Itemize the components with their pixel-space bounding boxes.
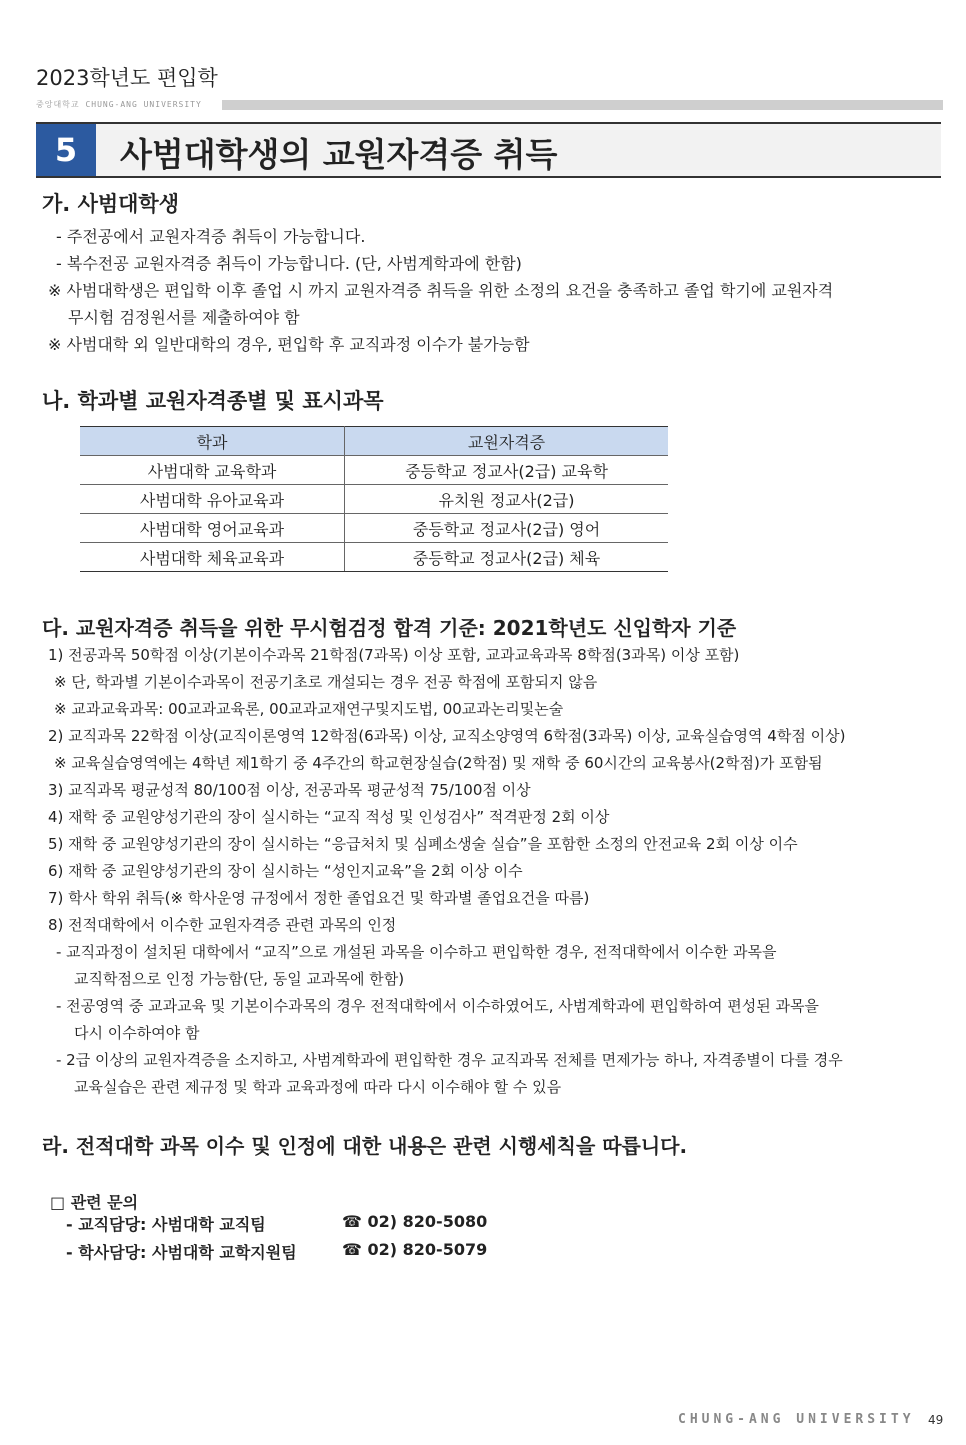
da-line-12: - 교직과정이 설치된 대학에서 “교직”으로 개설된 과목을 이수하고 편입학한 경우, 전적대학에서 이수한 과목을	[56, 943, 777, 961]
da-line-1: 1) 전공과목 50학점 이상(기본이수과목 21학점(7과목) 이상 포함, 교과교육과목 8학점(3과목) 이상 포함)	[48, 646, 740, 664]
table-cell: 사범대학 유아교육과	[80, 485, 345, 514]
da-line-8: 5) 재학 중 교원양성기관의 장이 실시하는 “응급처치 및 심폐소생술 실습”을 포함한 소정의 안전교육 2회 이상 이수	[48, 835, 798, 853]
table-row	[80, 456, 668, 485]
da-line-9: 6) 재학 중 교원양성기관의 장이 실시하는 “성인지교육”을 2회 이상 이수	[48, 862, 523, 880]
table-cell: 사범대학 영어교육과	[80, 514, 345, 543]
certificate-table	[80, 426, 668, 572]
university-logo: 중앙대학교 CHUNG-ANG UNIVERSITY	[36, 100, 202, 109]
table-row	[80, 485, 668, 514]
da-line-4: 2) 교직과목 22학점 이상(교직이론영역 12학점(6과목) 이상, 교직소양영역 6학점(3과목) 이상, 교육실습영역 4학점 이상)	[48, 727, 846, 745]
da-line-16: - 2급 이상의 교원자격증을 소지하고, 사범계학과에 편입학한 경우 교직과목 전체를 면제가능 하나, 자격종별이 다를 경우	[56, 1051, 843, 1069]
ga-line-1: - 주전공에서 교원자격증 취득이 가능합니다.	[56, 227, 366, 246]
contact-label-teaching: - 교직담당: 사범대학 교직팀	[66, 1215, 266, 1234]
heading-ra: 라. 전적대학 과목 이수 및 인정에 대한 내용은 관련 시행세칙을 따릅니다.	[42, 1134, 688, 1158]
section-title-box	[36, 122, 941, 178]
ga-line-5: ※ 사범대학 외 일반대학의 경우, 편입학 후 교직과정 이수가 불가능함	[48, 335, 530, 354]
ga-line-2: - 복수전공 교원자격증 취득이 가능합니다. (단, 사범계학과에 한함)	[56, 254, 522, 273]
header-year-title: 2023학년도 편입학	[36, 66, 218, 90]
ga-line-3: ※ 사범대학생은 편입학 이후 졸업 시 까지 교원자격증 취득을 위한 소정의 요건을 충족하고 졸업 학기에 교원자격	[48, 281, 834, 300]
da-line-15: 다시 이수하여야 함	[74, 1024, 200, 1042]
da-line-5: ※ 교육실습영역에는 4학년 제1학기 중 4주간의 학교현장실습(2학점) 및 재학 중 60시간의 교육봉사(2학점)가 포함됨	[54, 754, 823, 772]
table-cell: 사범대학 체육교육과	[80, 543, 345, 572]
da-line-14: - 전공영역 중 교과교육 및 기본이수과목의 경우 전적대학에서 이수하였어도, 사범계학과에 편입학하여 편성된 과목을	[56, 997, 819, 1015]
da-line-3: ※ 교과교육과목: 00교과교육론, 00교과교재연구및지도법, 00교과논리및논술	[54, 700, 564, 718]
da-line-17: 교육실습은 관련 제규정 및 학과 교육과정에 따라 다시 이수해야 할 수 있음	[74, 1078, 562, 1096]
table-row	[80, 543, 668, 572]
contact-label-academic: - 학사담당: 사범대학 교학지원팀	[66, 1243, 297, 1262]
da-line-7: 4) 재학 중 교원양성기관의 장이 실시하는 “교직 적성 및 인성검사” 적격판정 2회 이상	[48, 808, 610, 826]
da-line-10: 7) 학사 학위 취득(※ 학사운영 규정에서 정한 졸업요건 및 학과별 졸업요건을 따름)	[48, 889, 590, 907]
table-row	[80, 514, 668, 543]
heading-na: 나. 학과별 교원자격종별 및 표시과목	[42, 389, 384, 413]
section-number: 5	[36, 124, 96, 176]
contact-phone-teaching: ☎ 02) 820-5080	[342, 1212, 488, 1231]
table-cell: 중등학교 정교사(2급) 체육	[345, 543, 669, 572]
section-title: 사범대학생의 교원자격증 취득	[120, 135, 558, 174]
column-header-department: 학과	[80, 427, 345, 456]
da-line-11: 8) 전적대학에서 이수한 교원자격증 관련 과목의 인정	[48, 916, 397, 934]
table-cell: 유치원 정교사(2급)	[345, 485, 669, 514]
da-line-6: 3) 교직과목 평균성적 80/100점 이상, 전공과목 평균성적 75/100점 이상	[48, 781, 531, 799]
table-cell: 중등학교 정교사(2급) 영어	[345, 514, 669, 543]
heading-da: 다. 교원자격증 취득을 위한 무시험검정 합격 기준: 2021학년도 신입학자 기준	[42, 616, 737, 640]
contact-title: □ 관련 문의	[50, 1193, 139, 1212]
ga-line-4: 무시험 검정원서를 제출하여야 함	[68, 308, 300, 327]
da-line-13: 교직학점으로 인정 가능함(단, 동일 교과목에 한함)	[74, 970, 405, 988]
header-divider	[222, 100, 943, 110]
table-cell: 사범대학 교육학과	[80, 456, 345, 485]
table-cell: 중등학교 정교사(2급) 교육학	[345, 456, 669, 485]
contact-phone-academic: ☎ 02) 820-5079	[342, 1240, 488, 1259]
footer-university: CHUNG-ANG UNIVERSITY	[678, 1412, 915, 1427]
page-number: 49	[928, 1413, 944, 1427]
da-line-2: ※ 단, 학과별 기본이수과목이 전공기초로 개설되는 경우 전공 학점에 포함되지 않음	[54, 673, 598, 691]
table-header-row	[80, 427, 668, 456]
heading-ga: 가. 사범대학생	[42, 192, 180, 216]
column-header-certificate: 교원자격증	[345, 427, 669, 456]
